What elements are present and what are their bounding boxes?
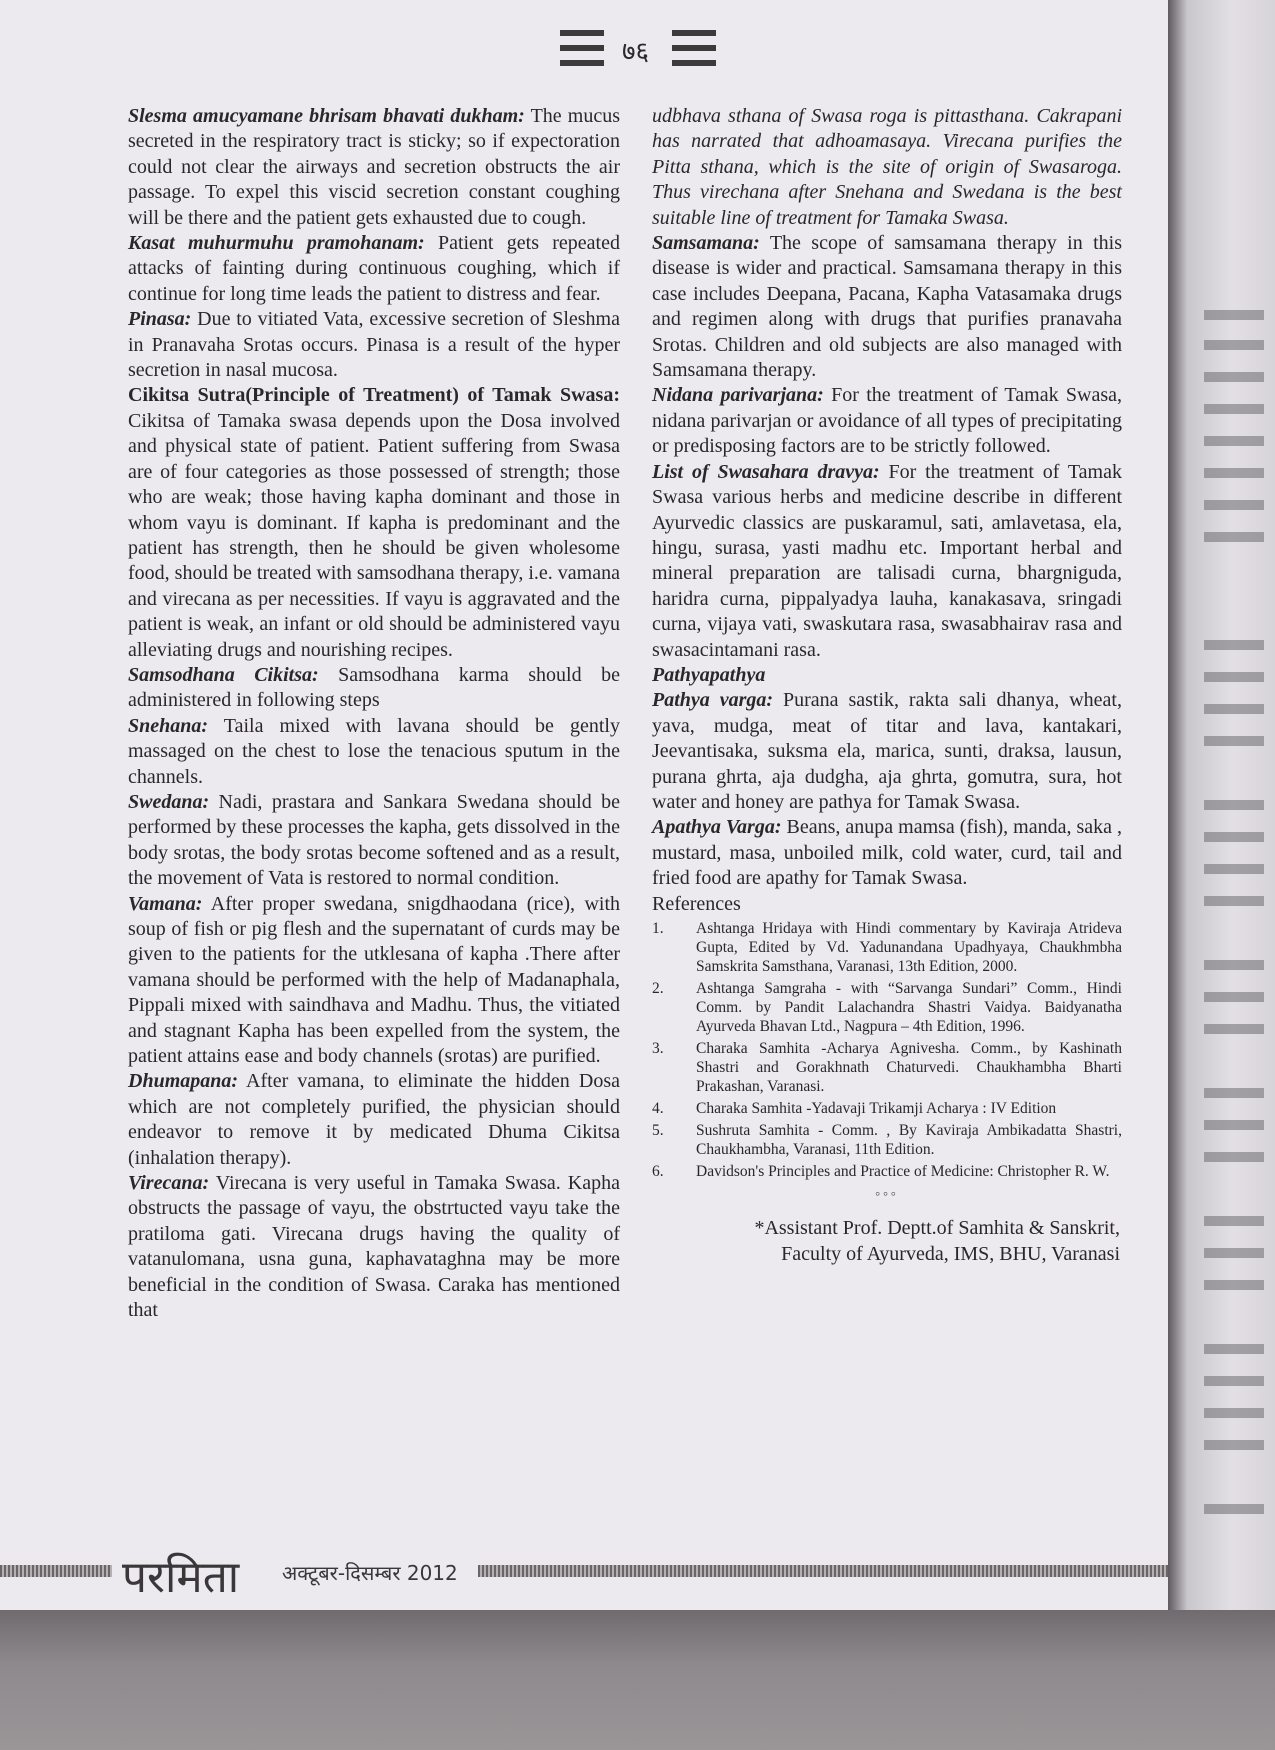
- paragraph: Pathya varga: Purana sastik, rakta sali dhanya, wheat, yava, mudga, meat of titar and lava, kantakari, Jeevantisaka, suksma ela, marica, sunti, draksa, lausun, purana ghrta, aja dudgha, aja ghrta, gomutra, sura, hot water and honey are pathya for Tamak Swasa.: [652, 689, 1122, 813]
- paragraph: Cikitsa Sutra(Principle of Treatment) of Tamak Swasa: Cikitsa of Tamaka swasa depends upon the Dosa involved and physical state of patient. Patient suffering from Swasa are of four categories as those possessed of strength; those who are weak; those having kapha dominant and those in whom vayu is dominant. If kapha is predominant and the patient has strength, then he should be given wholesome food, should be treated with samsodhana therapy, i.e. vamana and virecana as per necessities. If vayu is aggravated and the patient is weak, an infant or old should be administered vayu alleviating drugs and nourishing recipes.: [128, 384, 620, 661]
- scan-background: [0, 1610, 1275, 1750]
- paragraph: Pinasa: Due to vitiated Vata, excessive secretion of Sleshma in Pranavaha Srotas occurs. Pinasa is a result of the hyper secretion in nasal mucosa.: [128, 308, 620, 382]
- left-column: [128, 104, 620, 1324]
- header-ornament-right: [672, 30, 716, 75]
- references-heading: References: [652, 892, 741, 915]
- issue-date: अक्टूबर-दिसम्बर 2012: [282, 1561, 458, 1585]
- author-affiliation: *Assistant Prof. Deptt.of Samhita & Sanskrit, Faculty of Ayurveda, IMS, BHU, Varanasi: [754, 1217, 1120, 1266]
- footer-stripe-right: [478, 1565, 1240, 1577]
- paragraph: Samsodhana Cikitsa: Samsodhana karma should be administered in following steps: [128, 663, 620, 712]
- reference-item: 1. Ashtanga Hridaya with Hindi commentary by Kaviraja Atrideva Gupta, Edited by Vd. Yadunandana Upadhyaya, Chaukhmbha Samskrita Samsthana, Varanasi, 13th Edition, 2000.: [652, 920, 1122, 975]
- paragraph: Samsamana: The scope of samsamana therapy in this disease is wider and practical. Samsamana therapy in this case includes Deepana, Pacana, Kapha Vatasamaka drugs and regimen along with drugs that purifies pranavaha Srotas. Children and old subjects are also managed with Samsamana therapy.: [652, 232, 1122, 382]
- header-ornament-left: [560, 30, 604, 75]
- paragraph: Kasat muhurmuhu pramohanam: Patient gets repeated attacks of fainting during continuous coughing, which if continue for long time leads the patient to distress and fear.: [128, 232, 620, 305]
- paragraph: Snehana: Taila mixed with lavana should be gently massaged on the chest to lose the tenacious sputum in the channels.: [128, 714, 620, 788]
- paragraph: udbhava sthana of Swasa roga is pittasthana. Cakrapani has narrated that adhoamasaya. Virecana purifies the Pitta sthana, which is the site of origin of Swasaroga. Thus virechana after Snehana and Swedana is the best suitable line of treatment for Tamaka Swasa.: [652, 105, 1122, 229]
- separator-ornament: °°°: [875, 1189, 899, 1203]
- page-number: ७६: [622, 37, 650, 67]
- paragraph: Virecana: Virecana is very useful in Tamaka Swasa. Kapha obstructs the passage of vayu, the obstrtucted vayu take the pratiloma gati. Virecana drugs having the quality of vatanulomana, usna guna, kaphavataghna may be more beneficial in the condition of Swasa. Caraka has mentioned that: [128, 1172, 620, 1322]
- paragraph: List of Swasahara dravya: For the treatment of Tamak Swasa various herbs and medicine describe in different Ayurvedic classics are puskaramul, sati, amlavetasa, ela, hingu, surasa, yasti madhu etc. Important herbal and mineral preparation are talisadi curna, bhargniguda, haridra curna, pippalyadya lauha, kanakasava, sringadi curna, vijaya vati, swaskutara rasa, swasabhairav rasa and swasacintamani rasa.: [652, 460, 1122, 661]
- paragraph: Swedana: Nadi, prastara and Sankara Swedana should be performed by these processes the kapha, gets dissolved in the body srotas, the body srotas become softened and as a result, the movement of Vata is restored to normal condition.: [128, 790, 620, 890]
- right-column: [652, 104, 1122, 1267]
- reference-item: 5. Sushruta Samhita - Comm. , By Kaviraja Ambikadatta Shastri, Chaukhambha, Varanasi, 11th Edition.: [652, 1122, 1122, 1158]
- references-list: [652, 919, 1122, 1181]
- section-heading: Pathyapathya: [652, 663, 766, 686]
- page-footer: [0, 1545, 1240, 1605]
- adjacent-page-edge: [1168, 0, 1275, 1612]
- reference-item: 3. Charaka Samhita -Acharya Agnivesha. Comm., by Kashinath Shastri and Gorakhnath Chaturvedi. Chaukhambha Bharti Prakashan, Varanasi.: [652, 1040, 1122, 1095]
- paragraph: Vamana: After proper swedana, snigdhaodana (rice), with soup of fish or pig flesh and the supernatant of curds may be given to the patients for the utklesana of kapha .There after vamana should be performed with the help of Madanaphala, Pippali mixed with saindhava and Madhu. Thus, the vitiated and stagnant Kapha has been expelled from the system, the patient attains ease and body channels (srotas) are purified.: [128, 892, 620, 1068]
- paragraph: Dhumapana: After vamana, to eliminate the hidden Dosa which are not completely purified, the physician should endeavor to remove it by medicated Dhuma Cikitsa (inhalation therapy).: [128, 1070, 620, 1169]
- journal-brand: परमिता: [122, 1552, 240, 1603]
- footer-stripe-left: [0, 1565, 112, 1577]
- paragraph: Slesma amucyamane bhrisam bhavati dukham: The mucus secreted in the respiratory tract is sticky; so if expectoration could not clear the airways and secretion obstructs the air passage. To expel this viscid secretion constant coughing will be there and the patient gets exhausted due to cough.: [128, 105, 621, 229]
- reference-item: 2. Ashtanga Samgraha - with “Sarvanga Sundari” Comm., Hindi Comm. by Pandit Lalachandra Shastri Vaidya. Baidyanatha Ayurveda Bhavan Ltd., Nagpura – 4th Edition, 1996.: [652, 980, 1122, 1035]
- reference-item: 4. Charaka Samhita -Yadavaji Trikamji Acharya : IV Edition: [652, 1100, 1057, 1117]
- paragraph: Apathya Varga: Beans, anupa mamsa (fish), manda, saka , mustard, masa, unboiled milk, cold water, curd, tail and fried food are apathy for Tamak Swasa.: [652, 816, 1123, 890]
- paragraph: Nidana parivarjana: For the treatment of Tamak Swasa, nidana parivarjan or avoidance of all types of precipitating or predisposing factors are to be strictly followed.: [652, 384, 1122, 458]
- page-header: [560, 18, 730, 78]
- reference-item: 6. Davidson's Principles and Practice of Medicine: Christopher R. W.: [652, 1163, 1110, 1180]
